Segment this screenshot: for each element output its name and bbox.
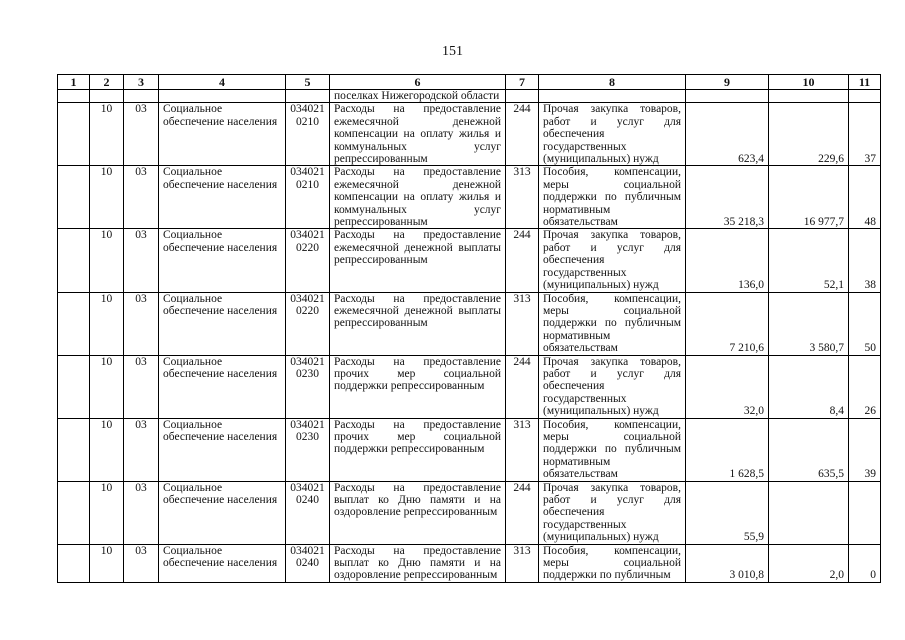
col-header: 6	[330, 75, 506, 90]
cell-target-code: 034021 0240	[286, 544, 330, 582]
cell-subsection: 03	[124, 355, 159, 418]
cell-target-code: 034021 0230	[286, 418, 330, 481]
table-row	[58, 229, 881, 292]
cell-section-name: Социальное обеспечение населения	[159, 166, 286, 229]
cell-subsection: 03	[124, 292, 159, 355]
cell-percent: 37	[849, 103, 881, 166]
cell-target-code: 034021 0210	[286, 166, 330, 229]
cell-section-name: Социальное обеспечение населения	[159, 103, 286, 166]
cell-percent: 38	[849, 229, 881, 292]
col-header: 8	[539, 75, 686, 90]
cell-subsection: 03	[124, 229, 159, 292]
table-row	[58, 292, 881, 355]
header-row	[58, 75, 881, 90]
cell-description: Расходы на предоставление ежемесячной денежной выплаты репрессированным	[330, 292, 506, 355]
cell-expense-name: Прочая закупка товаров, работ и услуг для обеспечения государственных (муниципальных) нужд	[539, 355, 686, 418]
cell-plan: 1 628,5	[686, 418, 769, 481]
cell-subsection: 03	[124, 166, 159, 229]
cell-actual: 229,6	[769, 103, 849, 166]
cell-expense-type: 313	[506, 292, 539, 355]
budget-table	[57, 74, 881, 583]
cell-section: 10	[90, 103, 124, 166]
cell-expense-name: Пособия, компенсации, меры социальной поддержки по публичным нормативным обязательствам	[539, 418, 686, 481]
col-header: 4	[159, 75, 286, 90]
cell-expense-type: 244	[506, 355, 539, 418]
cell-percent: 50	[849, 292, 881, 355]
cell-description: Расходы на предоставление прочих мер социальной поддержки репрессированным	[330, 418, 506, 481]
cell-actual: 52,1	[769, 229, 849, 292]
cell-section: 10	[90, 355, 124, 418]
cell-section-name: Социальное обеспечение населения	[159, 418, 286, 481]
cell-target-code: 034021 0210	[286, 103, 330, 166]
cell-section: 10	[90, 229, 124, 292]
col-header: 11	[849, 75, 881, 90]
cell-section-name: Социальное обеспечение населения	[159, 481, 286, 544]
col-header: 2	[90, 75, 124, 90]
cell-percent: 48	[849, 166, 881, 229]
cell-section-name: Социальное обеспечение населения	[159, 544, 286, 582]
cell-plan: 136,0	[686, 229, 769, 292]
cell-actual: 3 580,7	[769, 292, 849, 355]
cell-expense-name: Прочая закупка товаров, работ и услуг для обеспечения государственных (муниципальных) нужд	[539, 103, 686, 166]
continuation-text: поселках Нижегородской области	[330, 90, 506, 103]
cell-expense-type: 313	[506, 544, 539, 582]
table-row	[58, 418, 881, 481]
col-header: 7	[506, 75, 539, 90]
cell-plan: 35 218,3	[686, 166, 769, 229]
table-row	[58, 103, 881, 166]
cell-expense-type: 244	[506, 481, 539, 544]
col-header: 9	[686, 75, 769, 90]
table-row	[58, 166, 881, 229]
cell-section-name: Социальное обеспечение населения	[159, 229, 286, 292]
cell-actual: 635,5	[769, 418, 849, 481]
cell-expense-type: 313	[506, 166, 539, 229]
cell-section: 10	[90, 418, 124, 481]
cell-percent: 0	[849, 544, 881, 582]
cell-section: 10	[90, 166, 124, 229]
cell-subsection: 03	[124, 544, 159, 582]
table-row	[58, 355, 881, 418]
cell-expense-name: Пособия, компенсации, меры социальной поддержки по публичным	[539, 544, 686, 582]
col-header: 10	[769, 75, 849, 90]
cell-expense-name: Прочая закупка товаров, работ и услуг для обеспечения государственных (муниципальных) нужд	[539, 229, 686, 292]
col-header: 5	[286, 75, 330, 90]
cell-percent	[849, 481, 881, 544]
cell-target-code: 034021 0220	[286, 229, 330, 292]
cell-section: 10	[90, 292, 124, 355]
cell-expense-type: 244	[506, 229, 539, 292]
cell-plan: 7 210,6	[686, 292, 769, 355]
cell-expense-type: 244	[506, 103, 539, 166]
cell-actual: 16 977,7	[769, 166, 849, 229]
cell-description: Расходы на предоставление выплат ко Дню памяти и на оздоровление репрессированным	[330, 544, 506, 582]
cell-subsection: 03	[124, 418, 159, 481]
cell-target-code: 034021 0230	[286, 355, 330, 418]
cell-subsection: 03	[124, 103, 159, 166]
page-number: 151	[442, 44, 463, 59]
cell-description: Расходы на предоставление ежемесячной денежной выплаты репрессированным	[330, 229, 506, 292]
cell-expense-type: 313	[506, 418, 539, 481]
cell-actual: 8,4	[769, 355, 849, 418]
cell-description: Расходы на предоставление прочих мер социальной поддержки репрессированным	[330, 355, 506, 418]
table-row	[58, 481, 881, 544]
cell-section-name: Социальное обеспечение населения	[159, 292, 286, 355]
cell-section: 10	[90, 544, 124, 582]
cell-expense-name: Пособия, компенсации, меры социальной поддержки по публичным нормативным обязательствам	[539, 166, 686, 229]
cell-section: 10	[90, 481, 124, 544]
cell-plan: 3 010,8	[686, 544, 769, 582]
cell-expense-name: Прочая закупка товаров, работ и услуг для обеспечения государственных (муниципальных) нужд	[539, 481, 686, 544]
cell-plan: 623,4	[686, 103, 769, 166]
cell-actual	[769, 481, 849, 544]
table-row	[58, 544, 881, 582]
cell-description: Расходы на предоставление ежемесячной денежной компенсации на оплату жилья и коммунальных услуг репрессированным	[330, 103, 506, 166]
cell-expense-name: Пособия, компенсации, меры социальной поддержки по публичным нормативным обязательствам	[539, 292, 686, 355]
cell-percent: 39	[849, 418, 881, 481]
col-header: 1	[58, 75, 90, 90]
cell-plan: 55,9	[686, 481, 769, 544]
cell-percent: 26	[849, 355, 881, 418]
cell-description: Расходы на предоставление ежемесячной денежной компенсации на оплату жилья и коммунальных услуг репрессированным	[330, 166, 506, 229]
col-header: 3	[124, 75, 159, 90]
cell-actual: 2,0	[769, 544, 849, 582]
cell-plan: 32,0	[686, 355, 769, 418]
cell-section-name: Социальное обеспечение населения	[159, 355, 286, 418]
continuation-row	[58, 90, 881, 103]
cell-target-code: 034021 0220	[286, 292, 330, 355]
cell-target-code: 034021 0240	[286, 481, 330, 544]
cell-subsection: 03	[124, 481, 159, 544]
cell-description: Расходы на предоставление выплат ко Дню памяти и на оздоровление репрессированным	[330, 481, 506, 544]
